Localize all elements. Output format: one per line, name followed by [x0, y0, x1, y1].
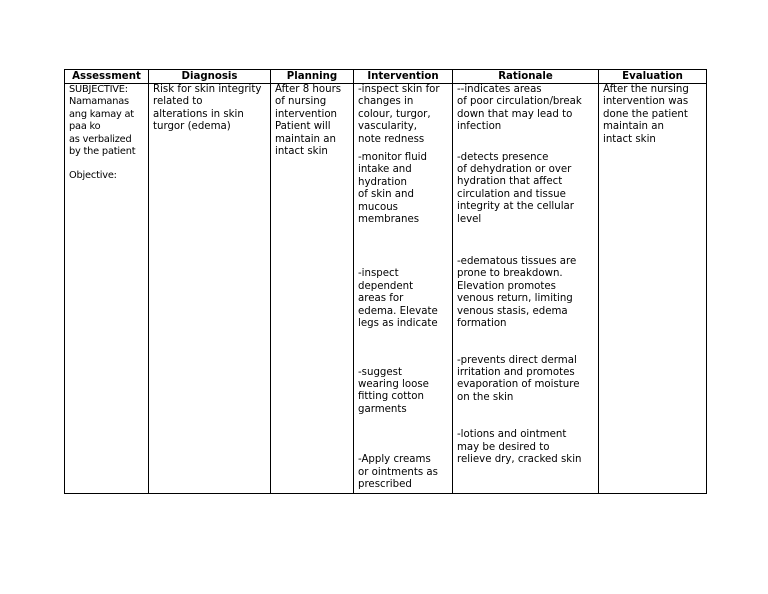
diagnosis-cell: [149, 84, 271, 494]
rationale-item-2: -detects presence of dehydration or over hydration that affect circulation and tissue integrity at the cellular level: [457, 151, 574, 225]
table-row: [65, 84, 707, 494]
nursing-care-plan-table: [64, 69, 707, 494]
planning-cell: [271, 84, 354, 494]
evaluation-cell: [599, 84, 707, 494]
diagnosis-text: Risk for skin integrity related to alterations in skin turgor (edema): [153, 84, 262, 133]
header-assessment: Assessment: [65, 70, 149, 84]
header-diagnosis: Diagnosis: [149, 70, 271, 84]
intervention-item-5: -Apply creams or ointments as prescribed: [358, 454, 438, 490]
rationale-item-5: -lotions and ointment may be desired to relieve dry, cracked skin: [457, 429, 582, 465]
assessment-subjective: SUBJECTIVE: Namamanas ang kamay at paa ko as verbalized by the patient: [69, 84, 136, 158]
rationale-item-4: -prevents direct dermal irritation and promotes evaporation of moisture on the skin: [457, 354, 580, 403]
assessment-cell: [65, 84, 149, 494]
assessment-objective: Objective:: [69, 170, 117, 182]
intervention-item-2: -monitor fluid intake and hydration of skin and mucous membranes: [358, 152, 427, 226]
header-evaluation: Evaluation: [599, 70, 707, 84]
intervention-item-1: -inspect skin for changes in colour, turgor, vascularity, note redness: [358, 84, 440, 145]
rationale-item-3: -edematous tissues are prone to breakdown. Elevation promotes venous return, limiting venous stasis, edema formation: [457, 256, 577, 330]
intervention-item-3: -inspect dependent areas for edema. Elevate legs as indicate: [358, 268, 438, 330]
header-planning: Planning: [271, 70, 354, 84]
rationale-item-1: --indicates areas of poor circulation/break down that may lead to infection: [457, 84, 582, 133]
rationale-cell: [453, 84, 599, 494]
header-row: [65, 70, 707, 84]
intervention-item-4: -suggest wearing loose fitting cotton garments: [358, 366, 429, 415]
header-rationale: Rationale: [453, 70, 599, 84]
intervention-cell: [354, 84, 453, 494]
planning-text: After 8 hours of nursing intervention Patient will maintain an intact skin: [275, 84, 342, 158]
header-intervention: Intervention: [354, 70, 453, 84]
evaluation-text: After the nursing intervention was done the patient maintain an intact skin: [603, 84, 689, 145]
